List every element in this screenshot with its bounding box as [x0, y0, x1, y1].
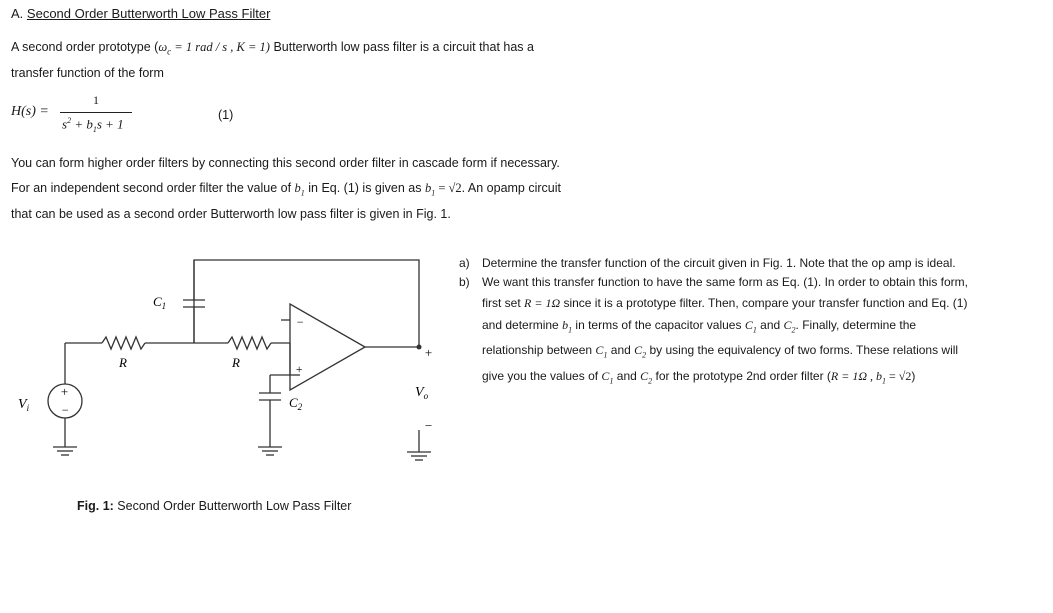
label-c1: $C_1$	[153, 294, 167, 311]
question-a-text: Determine the transfer function of the circuit given in Fig. 1. Note that the op amp is ideal.	[482, 256, 956, 270]
label-r1: R	[119, 355, 127, 370]
label-vo: $V_o$	[415, 385, 429, 401]
label-source-minus: −	[61, 403, 70, 417]
output-node	[417, 345, 422, 350]
label-r2: R	[232, 355, 240, 370]
para2-line-3: that can be used as a second order Butterworth low pass filter is given in Fig. 1.	[11, 207, 451, 221]
feedback-wire	[194, 260, 419, 346]
label-c2: $C_2$	[289, 395, 303, 412]
label-opamp-minus: −	[296, 315, 305, 329]
equation-numerator: 1	[93, 93, 99, 107]
question-b-line-5: give you the values of $C_1$ and $C_2$ for the prototype 2nd order filter (R = 1Ω , $b_1 = √2$)	[482, 369, 916, 386]
question-b-line-3: and determine $b_1$ in terms of the capacitor values $C_1$ and $C_2$. Finally, determine the	[482, 318, 917, 335]
intro-line-1: A second order prototype ($\omega_c = 1$ rad / s , K = 1) Butterworth low pass filter is a circuit that has a	[11, 40, 534, 57]
question-b-line-1: We want this transfer function to have the same form as Eq. (1). In order to obtain this form,	[482, 275, 968, 289]
equation-number: (1)	[218, 108, 234, 122]
question-a-label: a)	[459, 256, 470, 270]
question-b-label: b)	[459, 275, 470, 289]
label-source-plus: +	[60, 384, 69, 399]
section-prefix: A.	[11, 6, 24, 21]
label-opamp-plus: +	[295, 362, 304, 376]
resistor-r2	[228, 337, 271, 349]
para2-line-1: You can form higher order filters by connecting this second order filter in cascade form if necessary.	[11, 156, 560, 170]
caption-label: Fig. 1:	[77, 499, 114, 513]
question-b-line-4: relationship between $C_1$ and $C_2$ by using the equivalency of two forms. These relations will	[482, 343, 959, 360]
intro-line-2: transfer function of the form	[11, 66, 164, 80]
question-b-line-2: first set R = 1Ω since it is a prototype filter. Then, compare your transfer function and Eq. (1)	[482, 296, 968, 310]
ground-symbols	[53, 447, 431, 460]
label-vi: $V_i$	[18, 397, 30, 413]
resistor-r1	[102, 337, 145, 349]
para2-line-2: For an independent second order filter the value of $b_1$ in Eq. (1) is given as $b_1 = √2$. An opamp circuit	[11, 181, 561, 198]
section-title-text: Second Order Butterworth Low Pass Filter	[26, 6, 271, 21]
label-output-plus: +	[424, 345, 433, 360]
label-output-minus: −	[424, 418, 433, 433]
equation-lhs: H(s) =	[11, 104, 49, 119]
caption-text: Second Order Butterworth Low Pass Filter	[113, 499, 352, 513]
equation-denominator: $s^2 + b_1s + 1$	[62, 116, 124, 134]
figure-caption	[77, 499, 351, 513]
